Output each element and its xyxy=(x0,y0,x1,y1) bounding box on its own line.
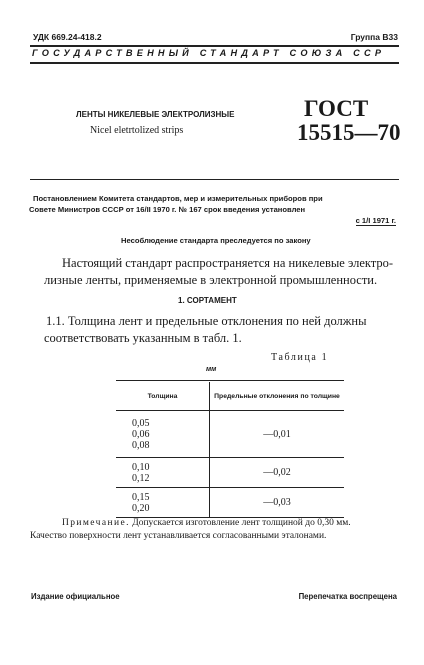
thickness-value: 0,10 xyxy=(132,461,150,473)
note-line1 xyxy=(62,518,351,528)
standard-banner: ГОСУДАРСТВЕННЫЙ СТАНДАРТ СОЮЗА ССР xyxy=(32,48,386,58)
header-deviation: Предельные отклонения по толщине xyxy=(210,382,345,411)
table-row xyxy=(116,411,344,458)
intro-line1: Настоящий стандарт распространяется на никелевые электро- xyxy=(62,256,394,270)
table-row xyxy=(116,488,344,518)
section-heading: 1. СОРТАМЕНТ xyxy=(178,296,237,305)
section-para-line2: соответствовать указанным в табл. 1. xyxy=(44,331,242,345)
title-ru: ЛЕНТЫ НИКЕЛЕВЫЕ ЭЛЕКТРОЛИЗНЫЕ xyxy=(76,110,235,119)
gost-number: 15515—70 xyxy=(297,120,401,145)
thickness-value: 0,12 xyxy=(132,472,150,484)
header-thickness: Толщина xyxy=(116,382,210,411)
thickness-value: 0,05 xyxy=(132,417,150,429)
title-en: Nicel eletrtolized strips xyxy=(90,125,184,136)
thickness-cell xyxy=(116,411,210,458)
intro-line2: лизные ленты, применяемые в электронной промышленности. xyxy=(44,273,378,287)
thickness-value: 0,08 xyxy=(132,439,150,451)
thickness-cell xyxy=(116,488,210,518)
udk-code: УДК 669.24-418.2 xyxy=(33,32,102,42)
deviation-cell: —0,03 xyxy=(210,488,345,518)
decree-effective-date: с 1/I 1971 г. xyxy=(355,216,396,225)
table-unit: мм xyxy=(206,366,217,373)
header-rule-bottom xyxy=(30,62,399,64)
group-code: Группа В33 xyxy=(350,32,398,42)
warning-text: Несоблюдение стандарта преследуется по закону xyxy=(121,236,311,245)
decree-line2: Совете Министров СССР от 16/II 1970 г. № 167 срок введения установлен xyxy=(29,205,306,214)
table-row xyxy=(116,458,344,488)
decree-line1: Постановлением Комитета стандартов, мер и измерительных приборов при xyxy=(33,194,323,203)
deviation-cell: —0,02 xyxy=(210,458,345,488)
thickness-cell xyxy=(116,458,210,488)
gost-label: ГОСТ xyxy=(304,96,369,121)
table-top-rule xyxy=(116,380,344,381)
title-rule xyxy=(30,179,399,180)
thickness-value: 0,20 xyxy=(132,502,150,514)
note-text-1: Допускается изготовление лент толщиной до 0,30 мм. xyxy=(132,518,351,528)
note-label: Примечание. xyxy=(62,518,130,528)
footer-reprint: Перепечатка воспрещена xyxy=(298,592,397,601)
header-rule-top xyxy=(30,45,399,47)
thickness-value: 0,15 xyxy=(132,491,150,503)
table-caption: Таблица 1 xyxy=(271,352,329,363)
thickness-table xyxy=(116,382,344,518)
section-para-line1: 1.1. Толщина лент и предельные отклонения по ней должны xyxy=(46,314,367,328)
note-line2: Качество поверхности лент устанавливается согласованными эталонами. xyxy=(30,531,327,541)
footer-official: Издание официальное xyxy=(31,592,120,601)
deviation-cell: —0,01 xyxy=(210,411,345,458)
thickness-value: 0,06 xyxy=(132,428,150,440)
